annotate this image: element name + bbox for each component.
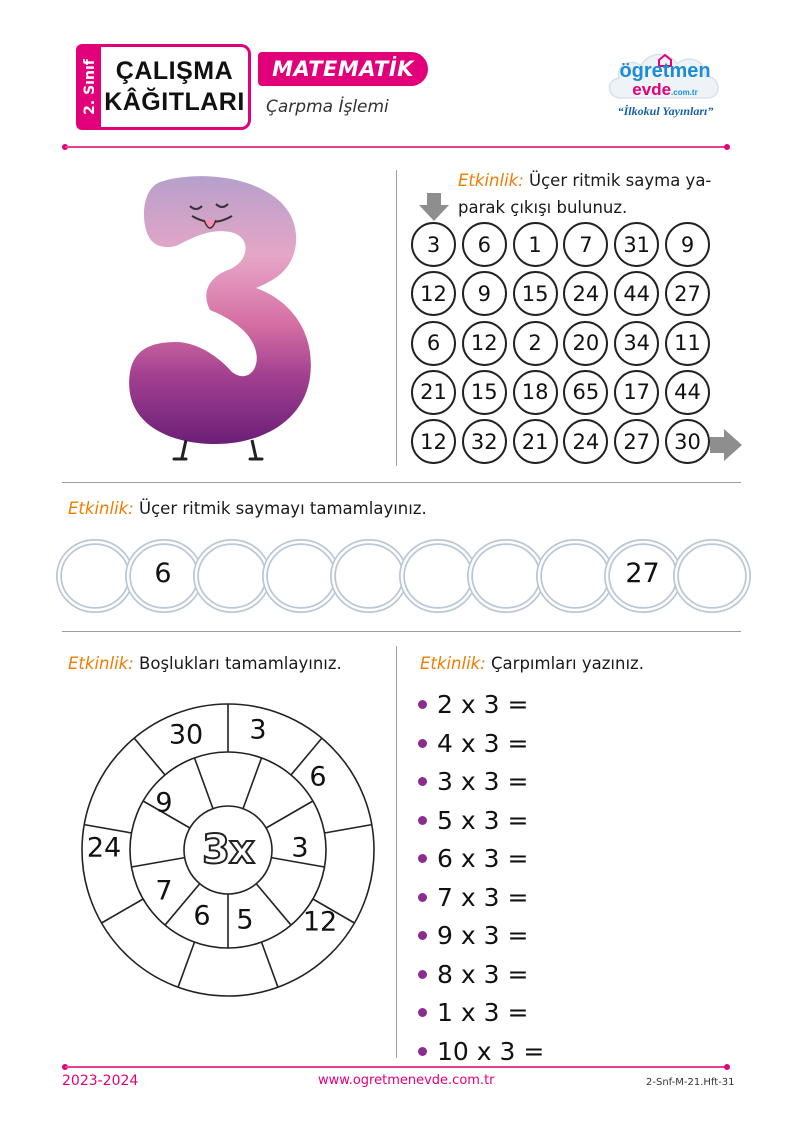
bullet-icon [418,1047,427,1056]
logo-wordmark [609,62,721,102]
grade-tab [76,44,104,130]
publisher-logo [603,46,728,128]
product-expression: 8 x 3 = [437,959,529,989]
multiplication-wheel [80,702,376,998]
activity1-text-line2: parak çıkışı bulunuz. [458,198,628,217]
wheel-outer-value: 30 [168,719,204,751]
chain-ring [535,538,614,614]
activity4-instruction [420,650,644,677]
product-expression: 7 x 3 = [437,882,529,912]
bullet-icon [418,739,427,748]
start-arrow-icon [419,193,449,221]
wheel-inner-value: 6 [193,900,211,932]
ring-value[interactable]: 6 [154,558,172,589]
bullet-icon [418,1008,427,1017]
product-expression: 3 x 3 = [437,767,529,796]
logo-domain: .com.tr [671,88,698,97]
grid-cell[interactable]: 30 [665,419,710,464]
ring-value[interactable]: 27 [625,558,660,589]
grid-cell[interactable]: 11 [665,321,710,366]
wheel-inner-value: 9 [155,787,173,819]
bullet-icon [418,854,427,863]
product-item [418,960,528,989]
rule-dot-right [724,144,730,150]
grid-cell[interactable]: 34 [614,321,659,366]
chain-ring [466,538,545,614]
activity1-text-line1: Üçer ritmik sayma ya- [529,171,712,190]
product-expression: 1 x 3 = [437,998,529,1027]
grid-cell[interactable]: 24 [563,271,608,316]
product-item [418,921,528,950]
footer-rule [65,1066,727,1068]
grid-cell[interactable]: 32 [462,419,507,464]
logo-part1: ögretmen [619,60,711,82]
chain-ring [398,538,477,614]
product-item [418,729,528,758]
grid-cell[interactable]: 2 [513,321,558,366]
chain-ring [261,538,340,614]
product-item [418,806,528,835]
grid-cell[interactable]: 21 [513,419,558,464]
chain-ring [192,538,271,614]
activity1-instruction [458,167,711,221]
product-item [418,883,528,912]
chain-ring [329,538,408,614]
product-item [418,998,528,1027]
bullet-icon [418,700,427,709]
title-line1: ÇALIŞMA [115,57,234,85]
section-divider-2 [62,631,741,632]
grid-cell[interactable]: 6 [462,222,507,267]
grid-cell[interactable]: 1 [513,222,558,267]
footer-year: 2023-2024 [62,1073,139,1089]
ring-chain [55,538,745,616]
wheel-outer-value: 12 [302,906,338,938]
product-item [418,767,528,796]
wheel-outer-value: 6 [309,761,327,793]
title-line2: KÂĞITLARI [104,88,245,116]
grid-cell[interactable]: 27 [665,271,710,316]
exit-arrow-icon [710,429,742,461]
topic-title: Çarpma İşlemi [266,97,389,117]
grade-label: 2. Sınıf [82,59,98,115]
product-item [418,1037,544,1066]
footer-url[interactable]: www.ogretmenevde.com.tr [318,1073,495,1088]
product-expression: 5 x 3 = [437,805,529,835]
grid-cell[interactable]: 20 [563,321,608,366]
activity2-text: Üçer ritmik saymayı tamamlayınız. [139,499,427,518]
grid-cell[interactable]: 3 [411,222,456,267]
product-expression: 2 x 3 = [437,690,529,719]
grid-cell[interactable]: 12 [411,271,456,316]
bullet-icon [418,970,427,979]
grid-cell[interactable]: 9 [665,222,710,267]
section-divider-1 [62,482,741,483]
grid-cell[interactable]: 44 [614,271,659,316]
grid-cell[interactable]: 31 [614,222,659,267]
activity4-label: Etkinlik: [420,654,486,673]
chain-ring [55,538,134,614]
wheel-inner-value: 5 [236,904,254,936]
logo-part2: evde [632,80,672,99]
activity2-label: Etkinlik: [68,499,134,518]
bullet-icon [418,893,427,902]
bullet-icon [418,777,427,786]
wheel-outer-value: 3 [249,714,267,746]
bullet-icon [418,816,427,825]
subject-badge: MATEMATİK [258,52,428,86]
grid-cell[interactable]: 24 [563,419,608,464]
wheel-inner-value: 7 [155,875,173,907]
grid-cell[interactable]: 27 [614,419,659,464]
product-item [418,844,528,873]
grid-cell[interactable]: 21 [411,370,456,415]
product-expression: 10 x 3 = [437,1036,545,1066]
grid-cell[interactable]: 44 [665,370,710,415]
product-item [418,690,528,719]
wheel-outer-value: 24 [86,832,122,864]
product-expression: 9 x 3 = [437,921,529,950]
product-expression: 6 x 3 = [437,844,529,873]
grid-cell[interactable]: 18 [513,370,558,415]
grid-cell[interactable]: 6 [411,321,456,366]
header-rule [65,146,727,148]
activity3-text: Boşlukları tamamlayınız. [139,654,342,673]
number-three-monster-illustration [120,172,320,464]
section-divider-bottom [396,646,397,1058]
title-box [101,44,251,130]
chain-ring [672,538,751,614]
activity3-instruction [68,650,342,677]
grid-cell[interactable]: 7 [563,222,608,267]
grid-cell[interactable]: 65 [563,370,608,415]
grid-cell[interactable]: 17 [614,370,659,415]
logo-tagline: “İlkokul Yayınları” [617,104,714,118]
activity3-label: Etkinlik: [68,654,134,673]
rule-dot-right [724,1064,730,1070]
grid-cell[interactable]: 12 [462,321,507,366]
grid-cell[interactable]: 15 [513,271,558,316]
bullet-icon [418,931,427,940]
footer-code: 2-Snf-M-21.Hft-31 [646,1077,735,1088]
activity1-label: Etkinlik: [458,171,524,190]
grid-cell[interactable]: 15 [462,370,507,415]
activity2-instruction [68,495,427,522]
product-expression: 4 x 3 = [437,728,529,758]
wheel-inner-value: 3 [291,832,309,864]
grid-cell[interactable]: 12 [411,419,456,464]
wheel-center: 3x [202,827,254,873]
section-divider-top [396,170,397,466]
activity4-text: Çarpımları yazınız. [491,654,644,673]
grid-cell[interactable]: 9 [462,271,507,316]
